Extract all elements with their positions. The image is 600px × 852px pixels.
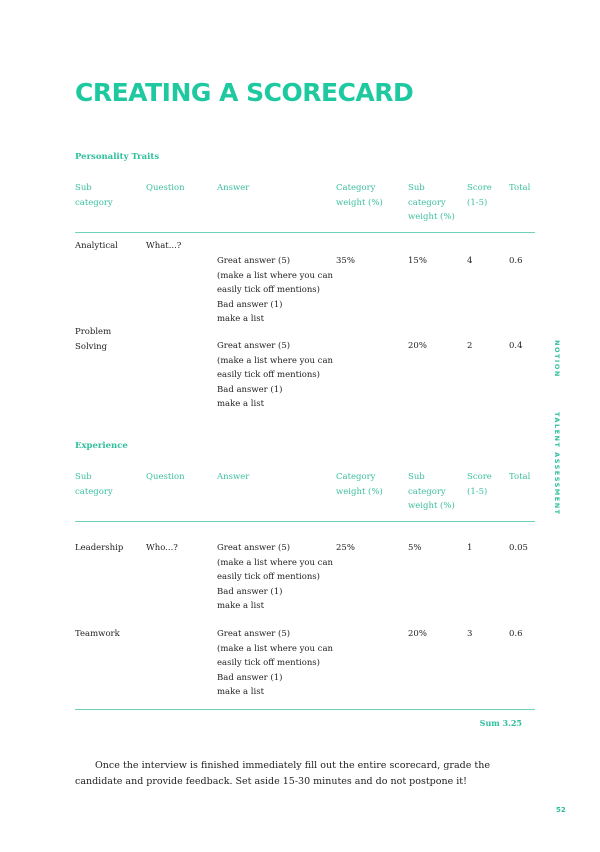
divider — [75, 232, 535, 233]
column-header: Sub category — [75, 472, 113, 497]
cell-sub: Analytical — [75, 241, 118, 251]
cell-sub-weight: 20% — [408, 629, 427, 639]
section-title: Experience — [75, 441, 128, 451]
cell-sub: Problem Solving — [75, 327, 112, 352]
cell-sub: Leadership — [75, 543, 124, 553]
cell-question: What...? — [146, 241, 182, 251]
cell-score: 3 — [467, 629, 473, 639]
side-label-talent-assessment: TALENT ASSESSMENT — [553, 412, 561, 516]
side-label-notion: NOTION — [553, 340, 561, 378]
section-title: Personality Traits — [75, 152, 160, 162]
column-header: Sub category weight (%) — [408, 183, 455, 222]
column-header: Total — [509, 472, 531, 482]
cell-score: 2 — [467, 341, 473, 351]
cell-answer: Great answer (5) (make a list where you can easily tick off mentions) Bad answer (1) make a list — [217, 341, 333, 409]
cell-score: 1 — [467, 543, 473, 553]
cell-sub: Teamwork — [75, 629, 120, 639]
cell-answer: Great answer (5) (make a list where you can easily tick off mentions) Bad answer (1) make a list — [217, 543, 333, 611]
divider — [75, 709, 535, 710]
sum-total: Sum 3.25 — [479, 718, 522, 728]
column-header: Score (1-5) — [467, 183, 492, 208]
cell-cat-weight: 25% — [336, 543, 355, 553]
page-title: CREATING A SCORECARD — [75, 78, 414, 107]
cell-sub-weight: 20% — [408, 341, 427, 351]
cell-total: 0.6 — [509, 629, 523, 639]
column-header: Sub category — [75, 183, 113, 208]
column-header: Sub category weight (%) — [408, 472, 455, 511]
divider — [75, 521, 535, 522]
column-header: Total — [509, 183, 531, 193]
column-header: Category weight (%) — [336, 472, 383, 497]
cell-total: 0.4 — [509, 341, 523, 351]
cell-answer: Great answer (5) (make a list where you can easily tick off mentions) Bad answer (1) make a list — [217, 256, 333, 324]
column-header: Answer — [217, 472, 250, 482]
column-header: Score (1-5) — [467, 472, 492, 497]
cell-sub-weight: 15% — [408, 256, 427, 266]
column-header: Question — [146, 472, 185, 482]
cell-answer: Great answer (5) (make a list where you can easily tick off mentions) Bad answer (1) make a list — [217, 629, 333, 697]
column-header: Question — [146, 183, 185, 193]
cell-score: 4 — [467, 256, 473, 266]
instruction-paragraph: Once the interview is finished immediately fill out the entire scorecard, grade the candidate and provide feedback. Set aside 15-30 minutes and do not postpone it! — [75, 760, 490, 787]
column-header: Category weight (%) — [336, 183, 383, 208]
cell-total: 0.6 — [509, 256, 523, 266]
cell-question: Who...? — [146, 543, 178, 553]
cell-sub-weight: 5% — [408, 543, 422, 553]
column-header: Answer — [217, 183, 250, 193]
page-number: 52 — [556, 806, 566, 814]
cell-total: 0.05 — [509, 543, 528, 553]
cell-cat-weight: 35% — [336, 256, 355, 266]
